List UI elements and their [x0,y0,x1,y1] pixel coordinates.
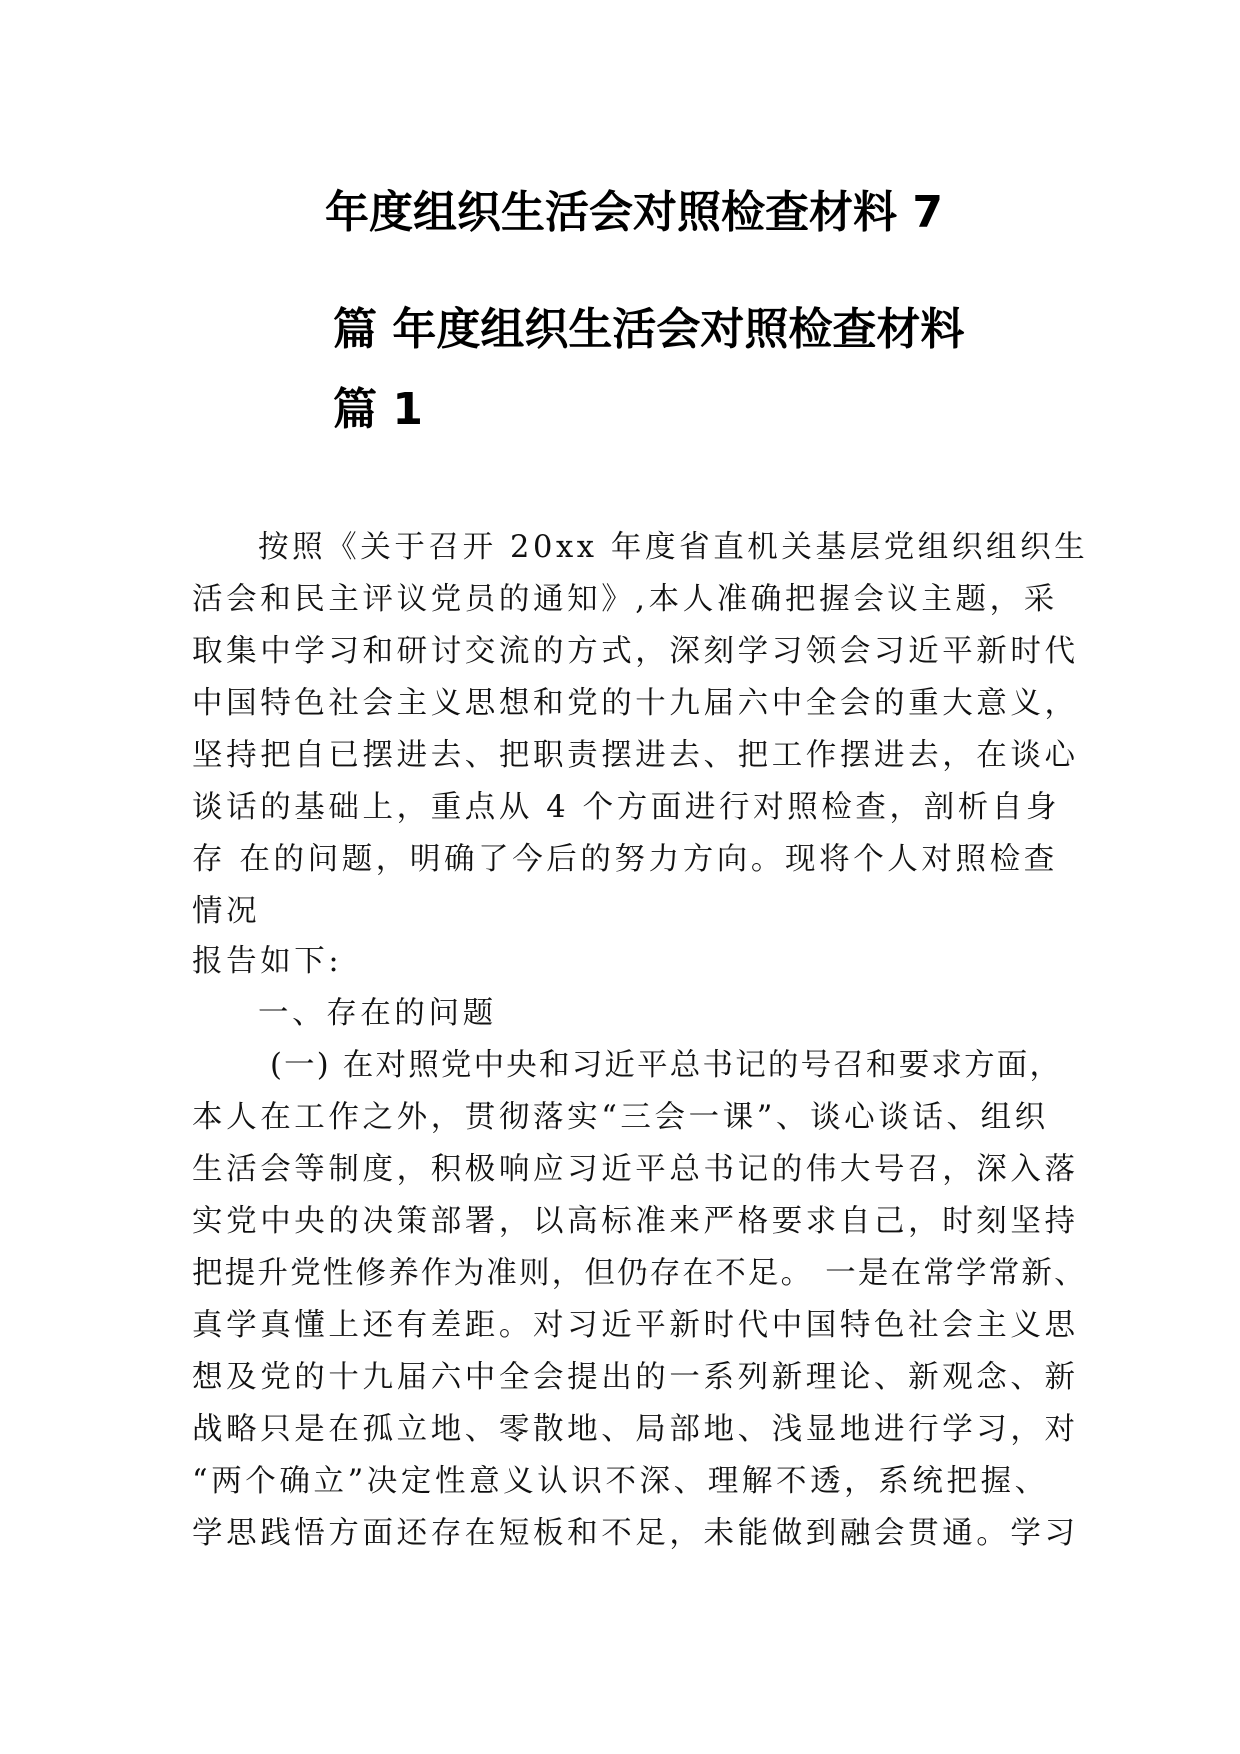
body-line-3: 取集中学习和研讨交流的方式，深刻学习领会习近平新时代 [192,634,1079,669]
body-line-14: 实党中央的决策部署，以高标准来严格要求自己，时刻坚持 [192,1204,1079,1239]
body-line-13: 生活会等制度，积极响应习近平总书记的伟大号召，深入落 [192,1152,1079,1187]
body-line-15: 把提升党性修养作为准则，但仍存在不足。 一是在常学常新、 [192,1256,1087,1291]
body-line-16: 真学真懂上还有差距。对习近平新时代中国特色社会主义思 [192,1308,1079,1343]
body-line-7: 存 在的问题，明确了今后的努力方向。现将个人对照检查 [192,842,1058,877]
body-line-8: 情况 [192,894,261,929]
document-title-line-3: 篇 1 [333,384,423,435]
subsection-heading: (一) 在对照党中央和习近平总书记的号召和要求方面， [270,1048,1063,1083]
document-title-line-2: 篇 年度组织生活会对照检查材料 [333,304,965,355]
body-line-18: 战略只是在孤立地、零散地、局部地、浅显地进行学习，对 [192,1412,1079,1447]
body-line-5: 坚持把自已摆进去、把职责摆进去、把工作摆进去，在谈心 [192,738,1079,773]
body-line-20: 学思践悟方面还存在短板和不足，未能做到融会贯通。学习 [192,1516,1079,1551]
body-line-19: “两个确立”决定性意义认识不深、理解不透，系统把握、 [192,1464,1049,1499]
body-line-9: 报告如下: [192,944,343,979]
body-line-1: 按照《关于召开 20xx 年度省直机关基层党组织组织生 [258,530,1089,565]
section-heading: 一、存在的问题 [258,996,497,1031]
body-line-12: 本人在工作之外，贯彻落实“三会一课”、谈心谈话、组织 [192,1100,1049,1135]
body-line-17: 想及党的十九届六中全会提出的一系列新理论、新观念、新 [192,1360,1079,1395]
body-line-6: 谈话的基础上，重点从 4 个方面进行对照检查，剖析自身 [192,790,1060,825]
body-line-2: 活会和民主评议党员的通知》,本人准确把握会议主题，采 [192,582,1058,617]
body-line-4: 中国特色社会主义思想和党的十九届六中全会的重大意义， [192,686,1079,721]
document-title-line-1: 年度组织生活会对照检查材料 7 [325,187,943,238]
